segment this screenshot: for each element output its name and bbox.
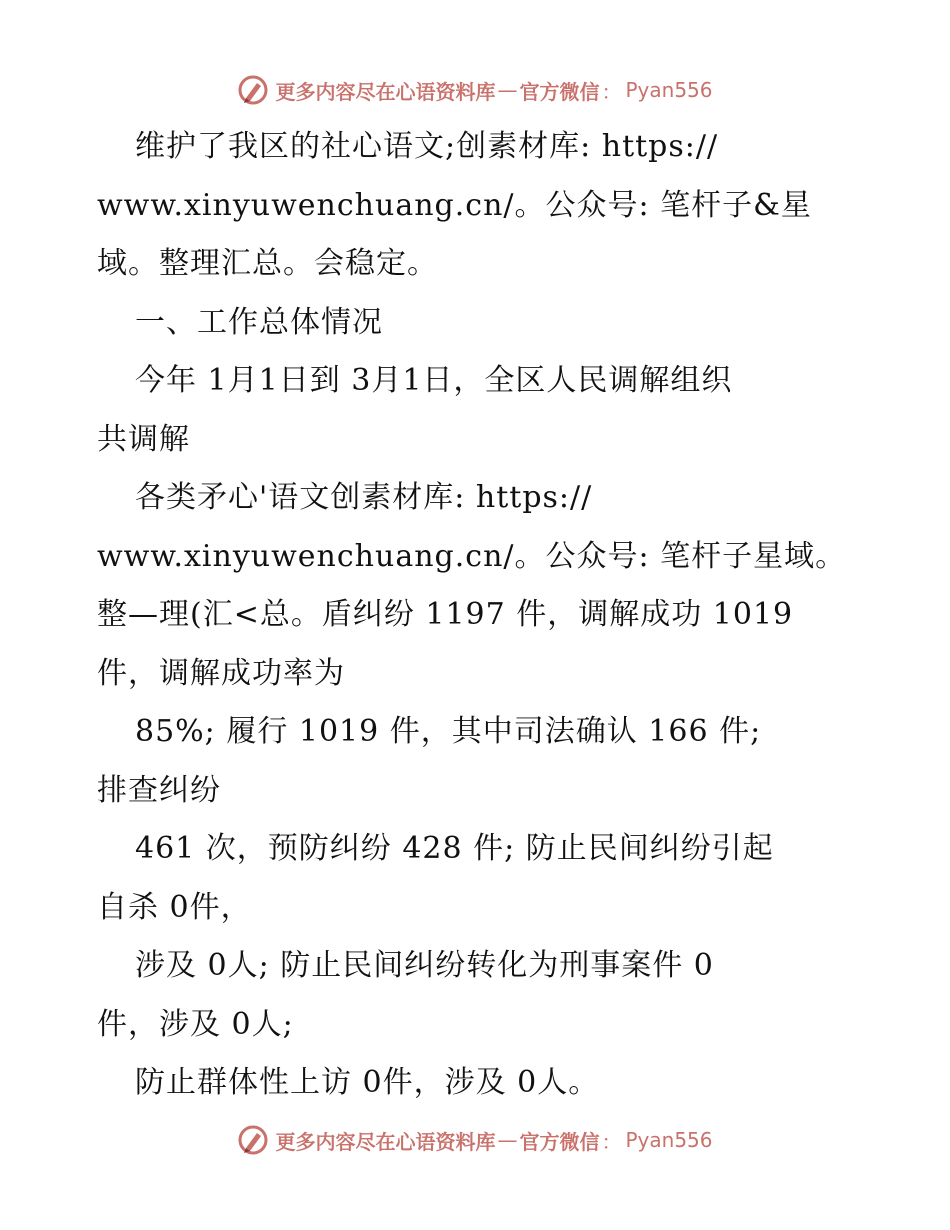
text-line: 共调解	[97, 421, 190, 457]
text-line: 域。整理汇总。会稳定。	[97, 246, 438, 281]
text-line: 涉及 0人; 防止民间纠纷转化为刑事案件 0	[135, 948, 714, 983]
footer-watermark-banner	[0, 1120, 950, 1160]
banner-wechat-id: Pyan556	[625, 1128, 713, 1152]
text-line: 件，调解成功率为	[97, 655, 345, 691]
text-line: 防止群体性上访 0件，涉及 0人。	[135, 1065, 600, 1100]
pen-logo-icon	[237, 1124, 269, 1156]
banner-colon: ：	[601, 1129, 622, 1154]
banner-colon: ：	[601, 79, 622, 104]
header-watermark-banner	[0, 70, 950, 110]
text-line: 排查纠纷	[97, 772, 221, 808]
text-line: 自杀 0件，	[97, 889, 252, 925]
text-line: 件，涉及 0人;	[97, 1006, 294, 1042]
banner-slogan: 更多内容尽在心语资料库	[275, 1129, 496, 1154]
banner-separator: —	[497, 78, 518, 102]
banner-official-label: 官方微信	[519, 1129, 600, 1154]
banner-slogan: 更多内容尽在心语资料库	[275, 79, 496, 104]
text-line: 85%; 履行 1019 件，其中司法确认 166 件;	[135, 714, 762, 749]
banner-wechat-id: Pyan556	[625, 78, 713, 102]
text-line: 461 次，预防纠纷 428 件; 防止民间纠纷引起	[135, 831, 774, 866]
text-line: 各类矛心'语文创素材库: https://	[135, 480, 593, 515]
text-line: 今年 1月1日到 3月1日，全区人民调解组织	[135, 363, 733, 398]
text-line: www.xinyuwenchuang.cn/。公众号: 笔杆子星域。	[97, 538, 847, 574]
banner-separator: —	[497, 1128, 518, 1152]
text-line: 整—理(汇<总。盾纠纷 1197 件，调解成功 1019	[97, 597, 794, 632]
document-body	[97, 118, 887, 1113]
pen-logo-icon	[237, 74, 269, 106]
section-heading: 一、工作总体情况	[135, 304, 383, 340]
banner-official-label: 官方微信	[519, 79, 600, 104]
text-line: www.xinyuwenchuang.cn/。公众号: 笔杆子&星	[97, 187, 812, 223]
text-line: 维护了我区的社心语文;创素材库: https://	[135, 129, 719, 164]
